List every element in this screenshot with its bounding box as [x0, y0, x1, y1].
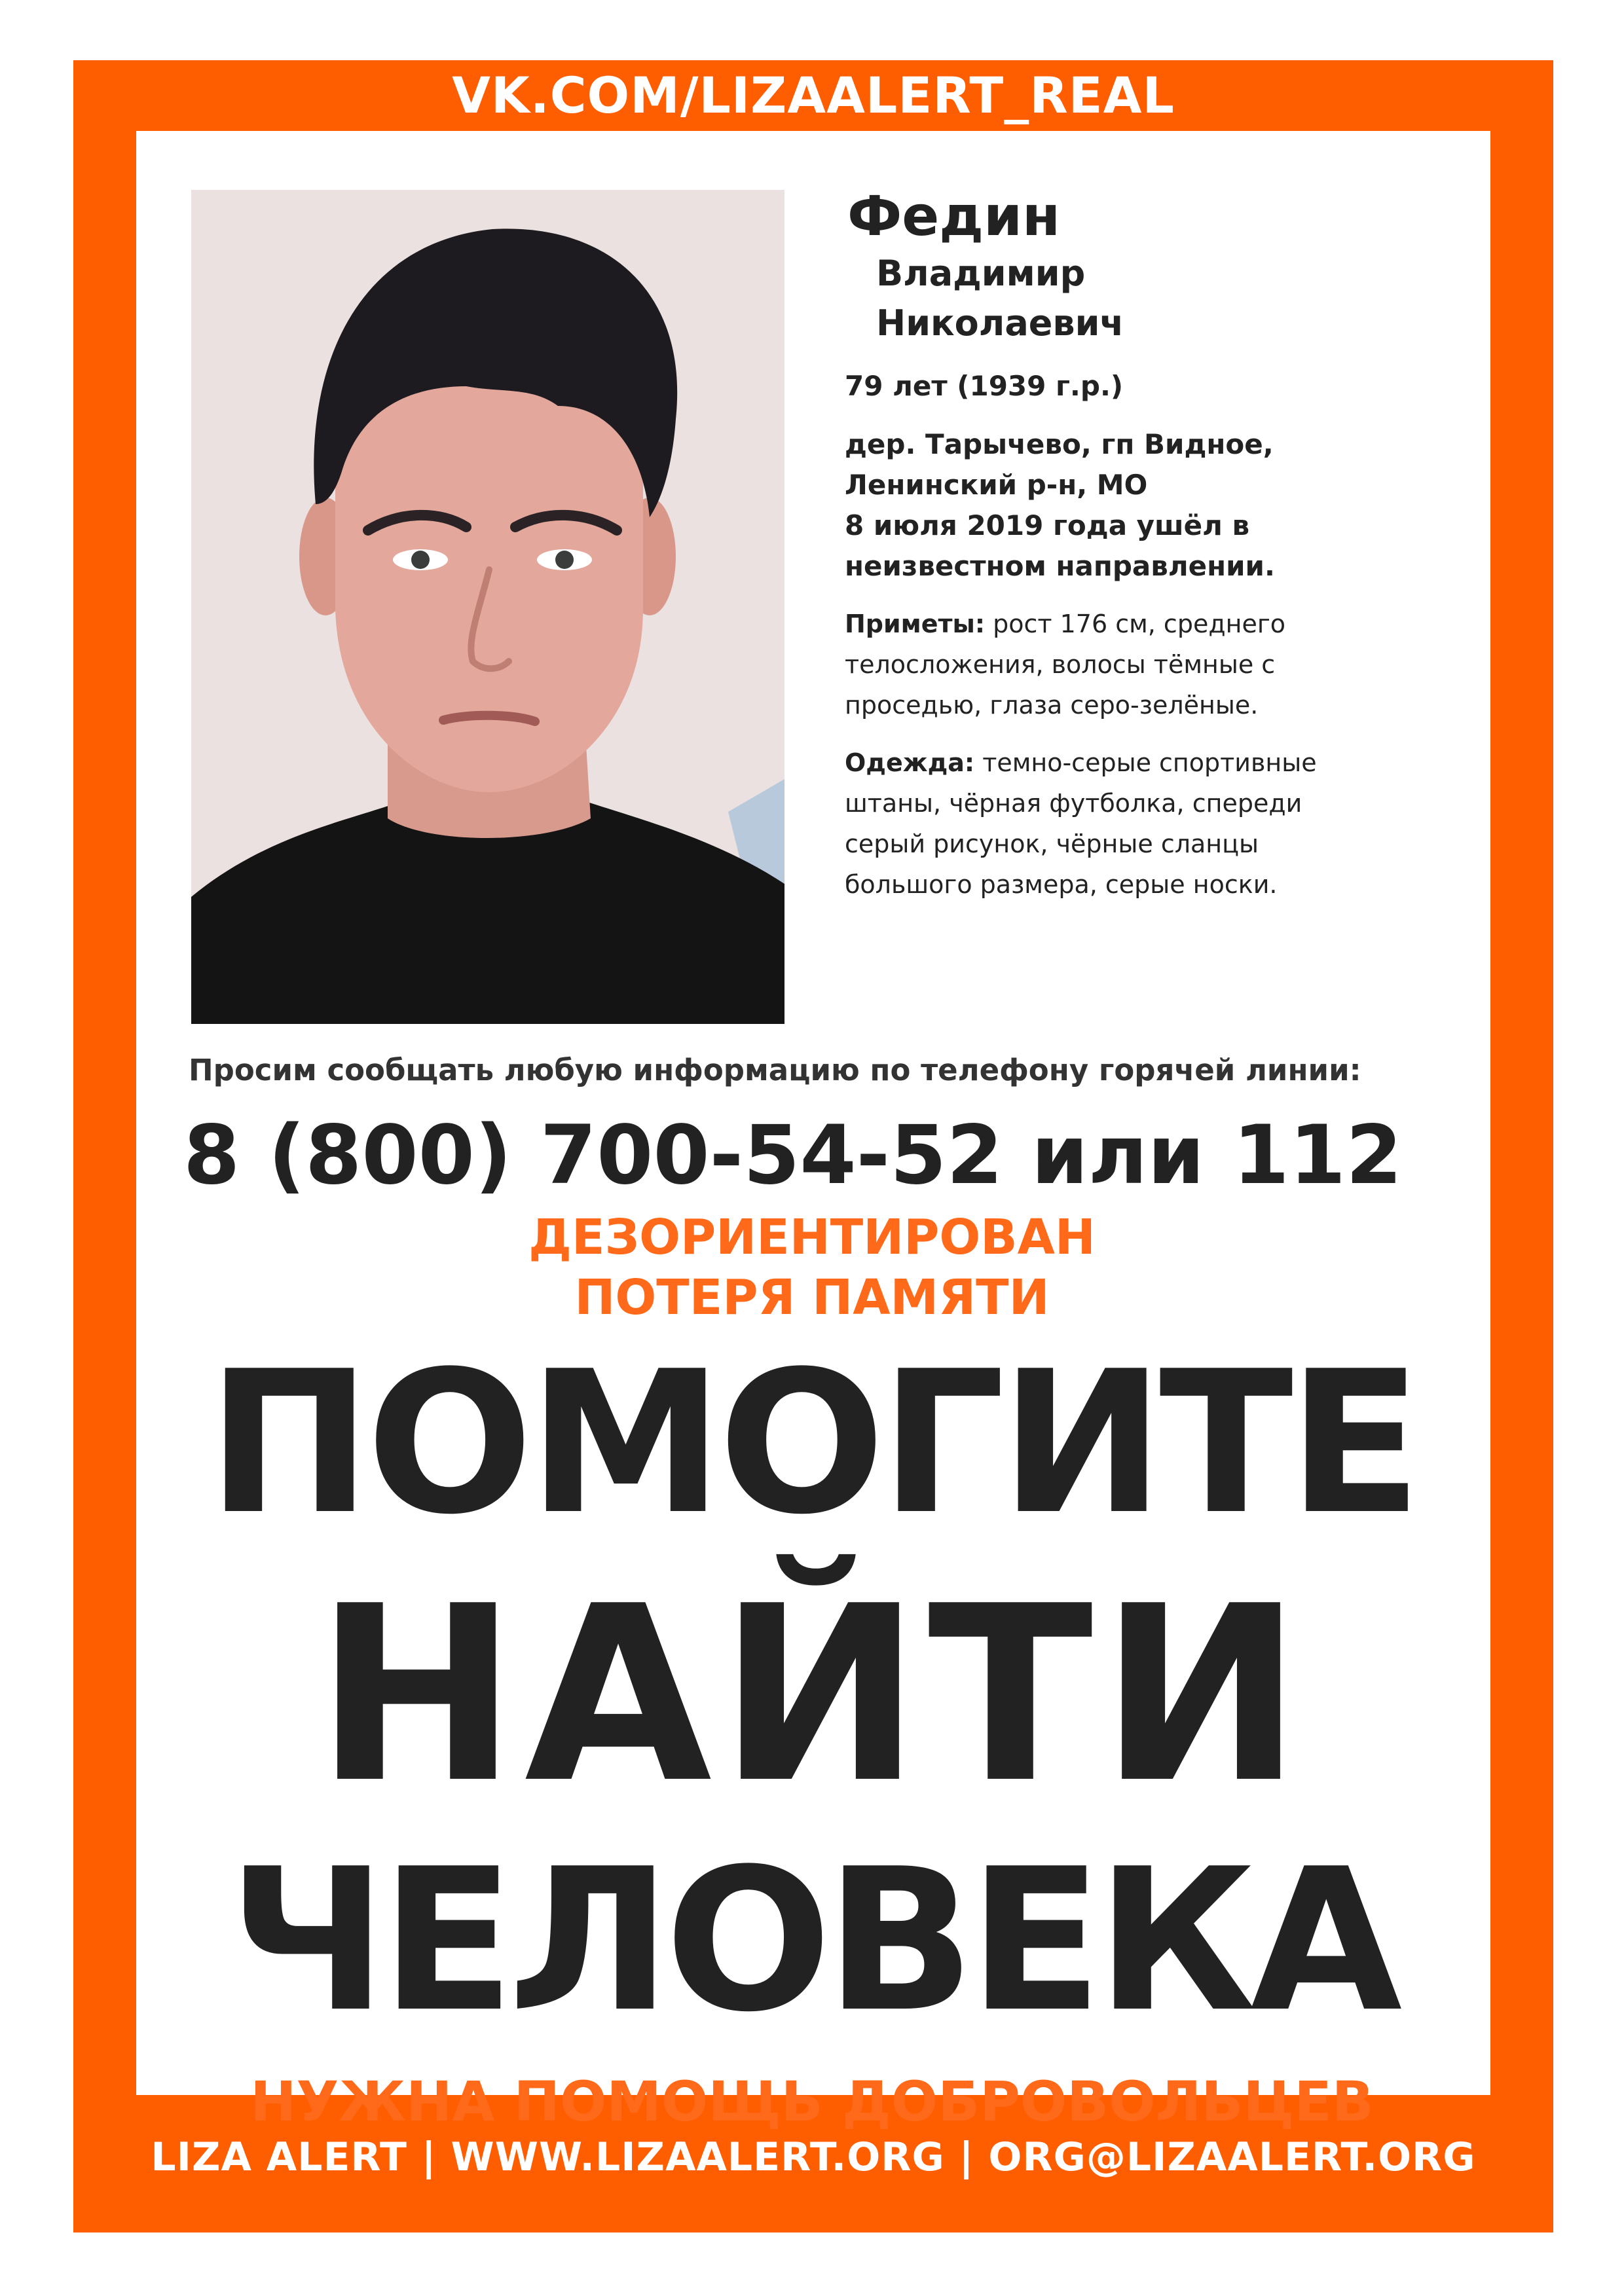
- volunteers-needed: НУЖНА ПОМОЩЬ ДОБРОВОЛЬЦЕВ: [250, 2069, 1374, 2134]
- person-surname: Федин: [847, 184, 1061, 248]
- clothing-line-4: большого размера, серые носки.: [845, 870, 1278, 899]
- status-memory-loss: ПОТЕРЯ ПАМЯТИ: [574, 1269, 1050, 1326]
- missing-person-photo: [191, 190, 784, 1024]
- location-line-2: Ленинский р-н, МО: [845, 469, 1148, 501]
- clothing-label: Одежда:: [845, 748, 975, 777]
- location-line-1: дер. Тарычево, гп Видное,: [845, 428, 1274, 460]
- status-notes: [0, 1207, 1624, 1328]
- headline-line-2: НАЙТИ: [315, 1555, 1309, 1836]
- person-first-name: Владимир: [876, 253, 1086, 294]
- portrait-illustration: [191, 190, 784, 1024]
- footer-contacts: LIZA ALERT | WWW.LIZAALERT.ORG | ORG@LIZAALERT.ORG: [151, 2134, 1476, 2180]
- features-line-1: рост 176 см, среднего: [985, 610, 1286, 638]
- person-patronymic: Николаевич: [876, 302, 1124, 344]
- features-block: [845, 604, 1513, 725]
- hotline-phone: 8 (800) 700-54-52 или 112: [183, 1108, 1403, 1203]
- status-disoriented: ДЕЗОРИЕНТИРОВАН: [528, 1209, 1096, 1266]
- features-label: Приметы:: [845, 610, 986, 638]
- features-line-3: проседью, глаза серо-зелёные.: [845, 691, 1259, 720]
- event-line-2: неизвестном направлении.: [845, 550, 1275, 582]
- event-line-1: 8 июля 2019 года ушёл в: [845, 509, 1250, 541]
- clothing-line-3: серый рисунок, чёрные сланцы: [845, 829, 1259, 858]
- headline-line-1: ПОМОГИТЕ: [207, 1329, 1417, 1558]
- features-line-2: телосложения, волосы тёмные с: [845, 650, 1276, 679]
- headline-line-3: ЧЕЛОВЕКА: [228, 1827, 1396, 2055]
- person-info: [845, 183, 1513, 905]
- header-url: VK.COM/LIZAALERT_REAL: [452, 66, 1175, 124]
- hotline-label: Просим сообщать любую информацию по телефону горячей линии:: [189, 1053, 1361, 1087]
- person-age: 79 лет (1939 г.р.): [845, 370, 1124, 402]
- clothing-line-2: штаны, чёрная футболка, спереди: [845, 789, 1302, 818]
- clothing-block: [845, 742, 1513, 905]
- clothing-line-1: темно-серые спортивные: [974, 748, 1317, 777]
